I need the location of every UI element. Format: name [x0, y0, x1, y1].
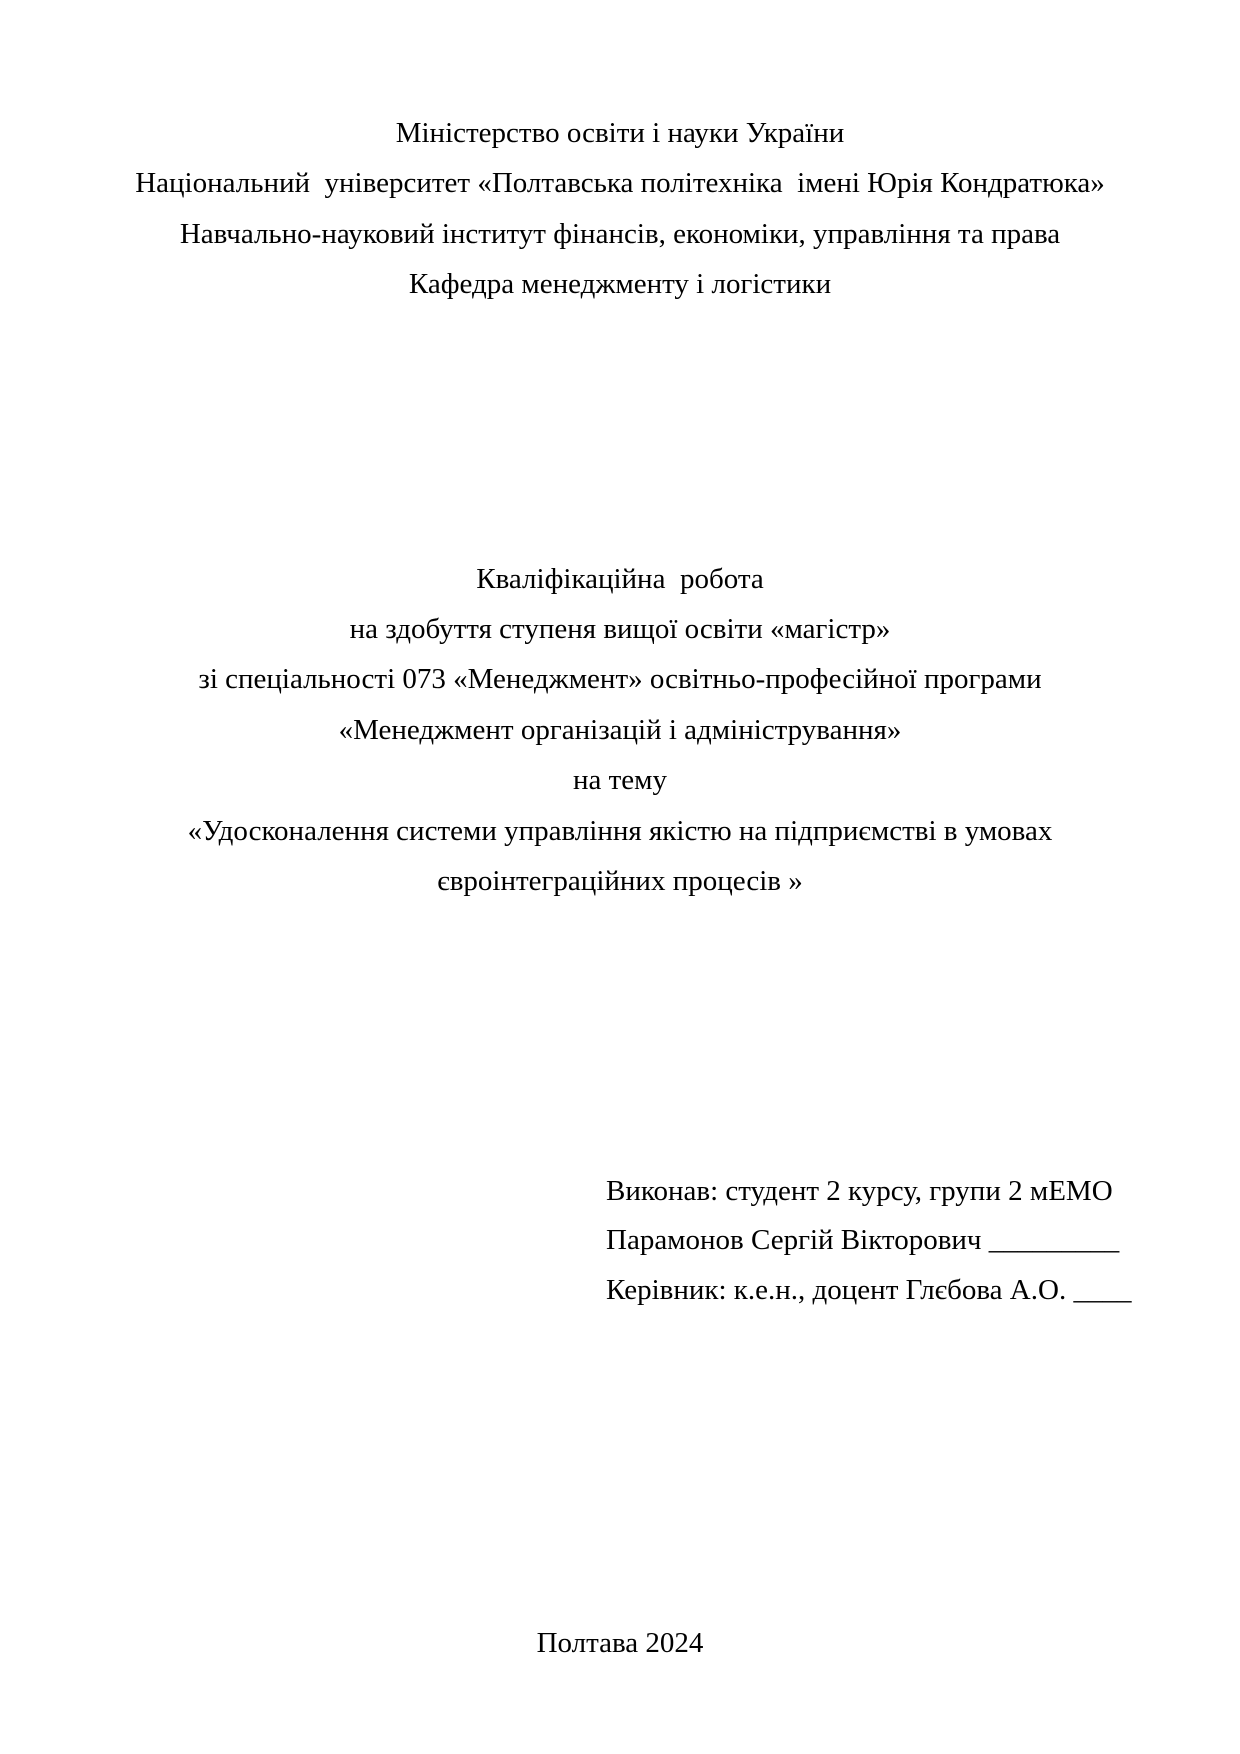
supervisor-line: Керівник: к.е.н., доцент Глєбова А.О. ____	[606, 1274, 1132, 1306]
topic-label: на тему	[572, 764, 668, 796]
institute-line: Навчально-науковий інститут фінансів, економіки, управління та права	[179, 218, 1061, 250]
work-type: Кваліфікаційна робота	[476, 563, 764, 595]
student-name-line: Парамонов Сергій Вікторович _________	[606, 1224, 1120, 1256]
degree-line: на здобуття ступеня вищої освіти «магістр»	[349, 613, 891, 645]
university-line: Національний університет «Полтавська політехніка імені Юрія Кондратюка»	[135, 167, 1105, 199]
ministry-line: Міністерство освіти і науки України	[395, 117, 845, 149]
program-line: «Менеджмент організацій і адміністрування»	[338, 714, 902, 746]
city-year: Полтава 2024	[536, 1627, 704, 1659]
specialty-line: зі спеціальності 073 «Менеджмент» освітньо-професійної програми	[198, 663, 1042, 695]
topic-line-2: євроінтеграційних процесів »	[437, 865, 803, 897]
topic-line-1: «Удосконалення системи управління якістю на підприємстві в умовах	[187, 815, 1053, 847]
performed-by-line: Виконав: студент 2 курсу, групи 2 мЕМО	[606, 1175, 1113, 1207]
department-line: Кафедра менеджменту і логістики	[408, 268, 832, 300]
